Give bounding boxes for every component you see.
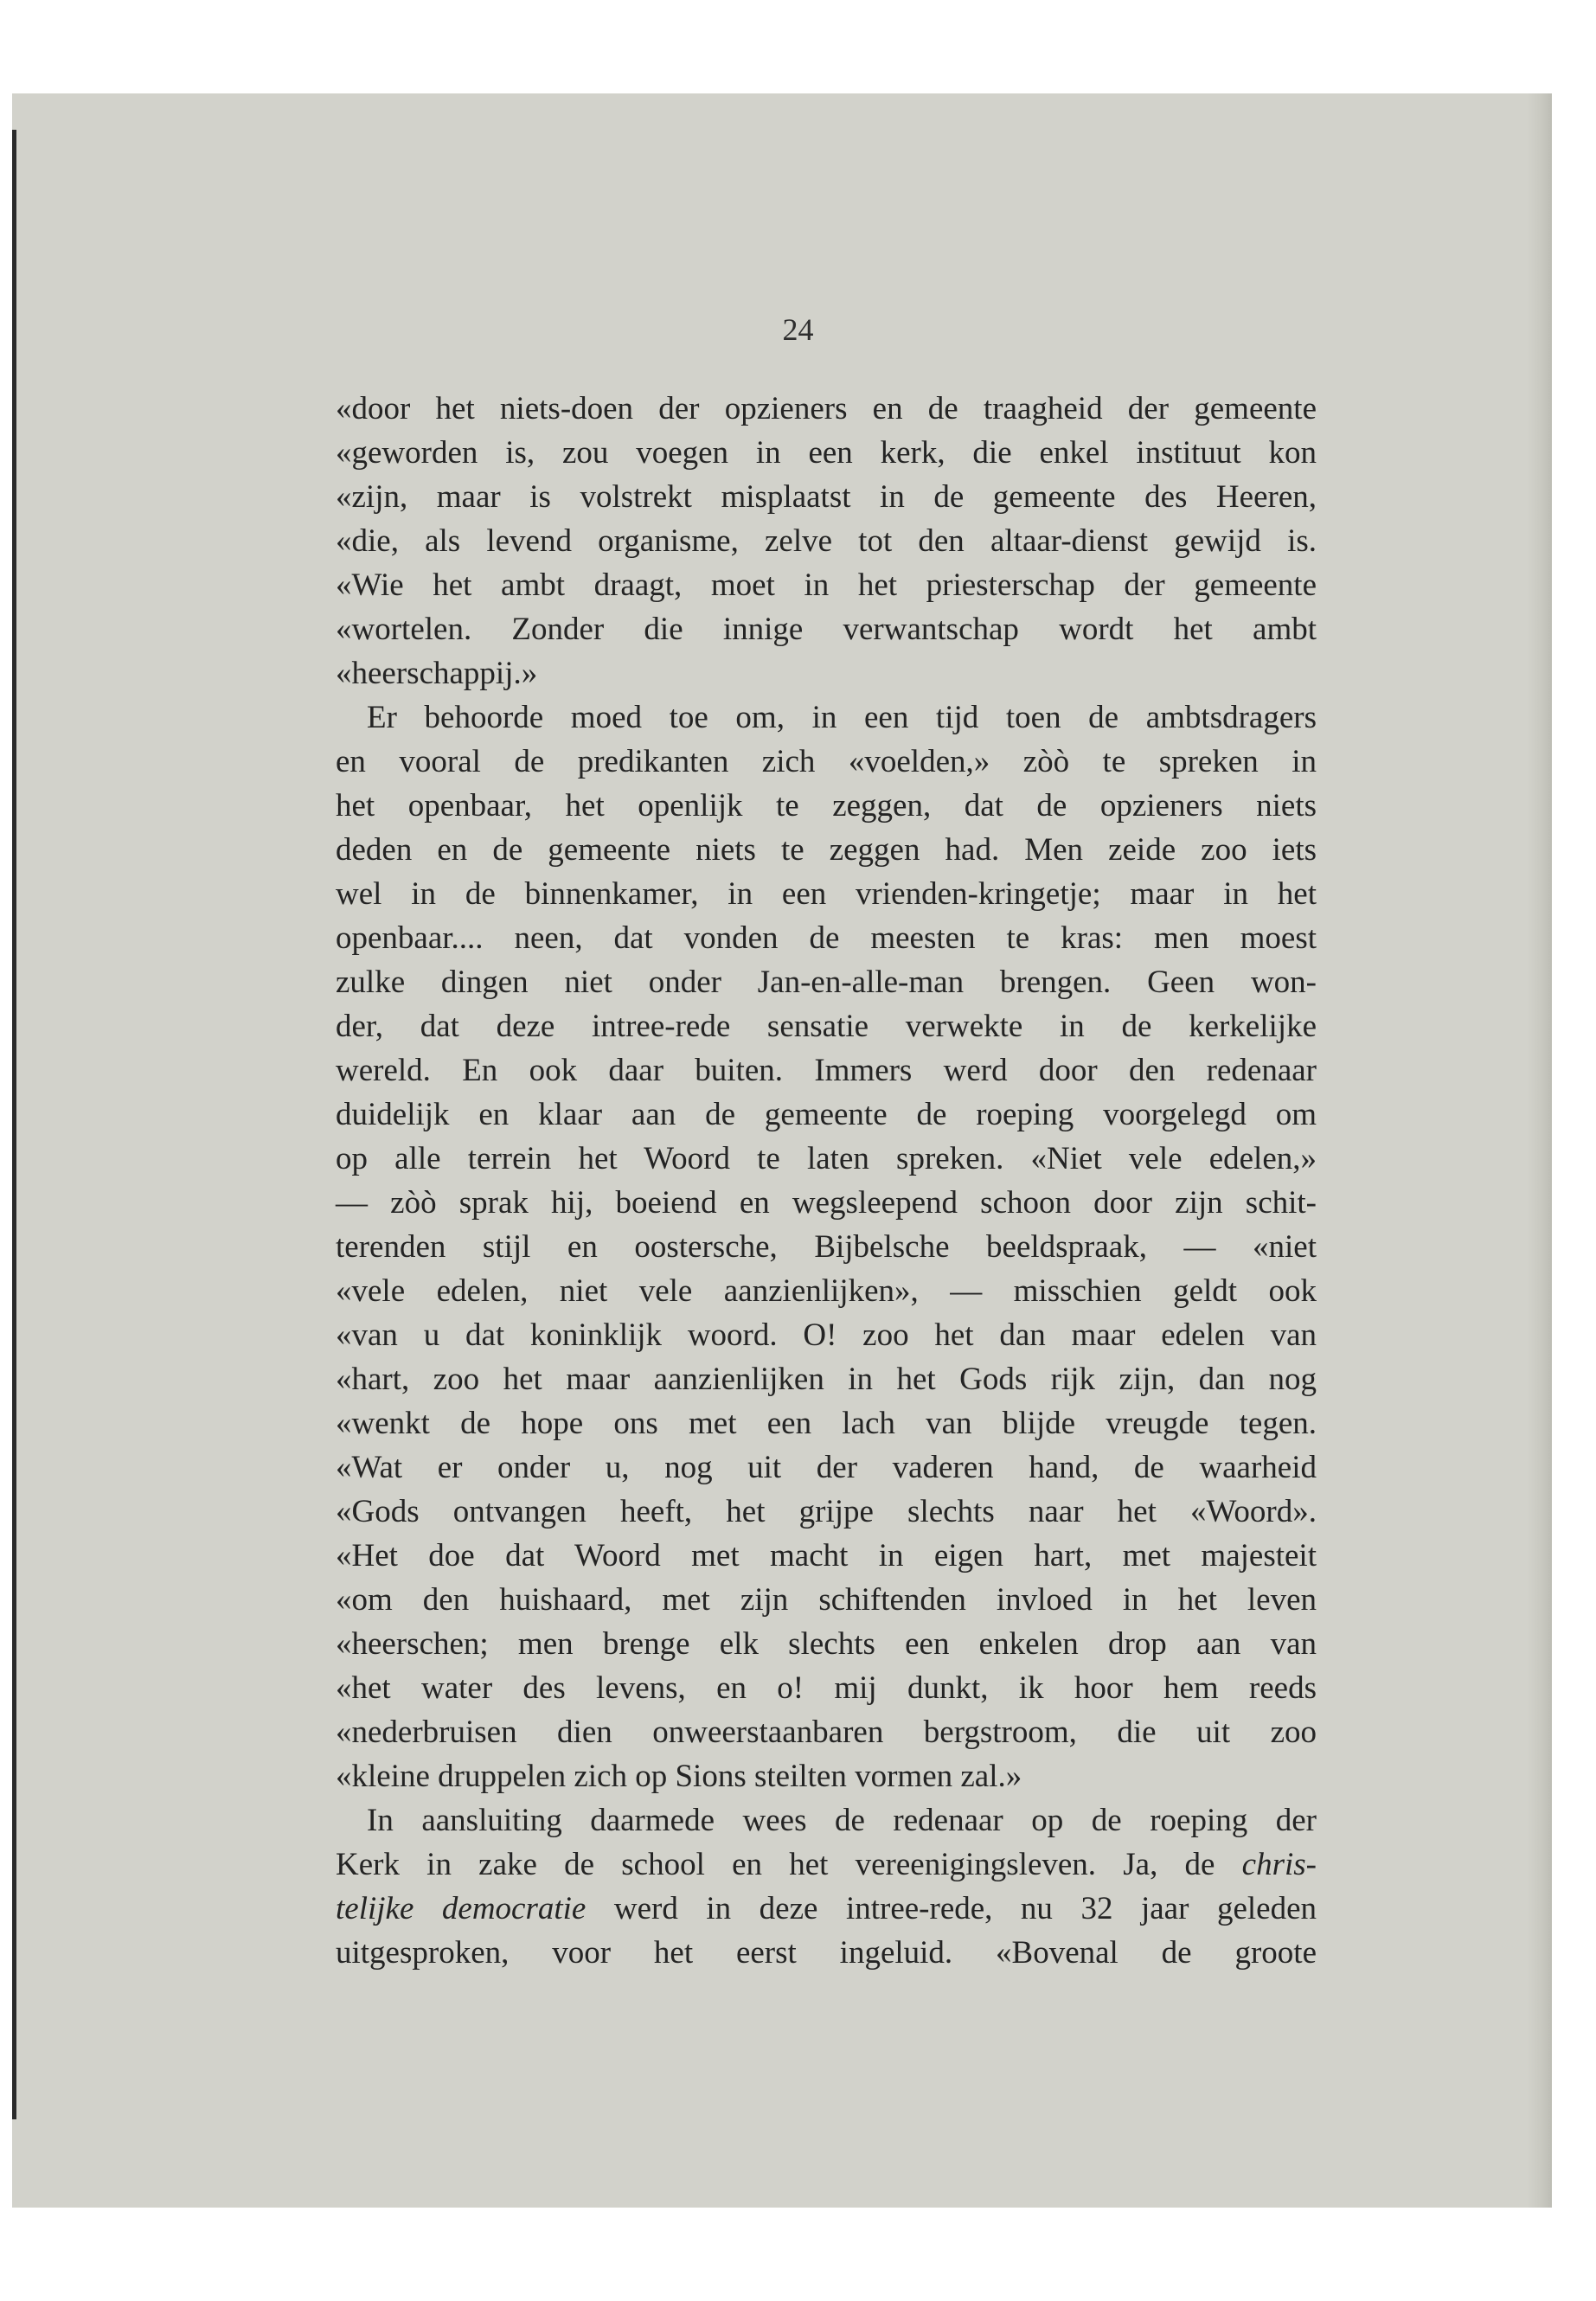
text-line — [336, 1843, 1317, 1887]
text-line: «hart, zoo het maar aanzienlijken in het Gods rijk zijn, dan nog — [336, 1362, 1317, 1397]
text-line: openbaar.... neen, dat vonden de meesten te kras: men moest — [336, 920, 1317, 956]
text-segment: werd in deze intree-rede, nu 32 jaar geleden — [586, 1891, 1317, 1926]
text-line: «Wat er onder u, nog uit der vaderen hand, de waarheid — [336, 1450, 1317, 1485]
text-line: het openbaar, het openlijk te zeggen, dat de opzieners niets — [336, 788, 1317, 824]
text-line: der, dat deze intree-rede sensatie verwekte in de kerkelijke — [336, 1009, 1317, 1044]
text-line: «van u dat koninklijk woord. O! zoo het dan maar edelen van — [336, 1317, 1317, 1353]
text-line: «Gods ontvangen heeft, het grijpe slechts naar het «Woord». — [336, 1494, 1317, 1529]
text-line: «heerschen; men brenge elk slechts een enkelen drop aan van — [336, 1626, 1317, 1662]
italic-term: chris- — [1241, 1847, 1317, 1882]
text-line — [336, 1887, 1317, 1931]
text-line: «het water des levens, en o! mij dunkt, ik hoor hem reeds — [336, 1670, 1317, 1706]
text-line: «om den huishaard, met zijn schiftenden invloed in het leven — [336, 1582, 1317, 1618]
text-line: «wenkt de hope ons met een lach van blijde vreugde tegen. — [336, 1406, 1317, 1441]
text-line: wereld. En ook daar buiten. Immers werd door den redenaar — [336, 1053, 1317, 1088]
text-line: «zijn, maar is volstrekt misplaatst in de gemeente des Heeren, — [336, 479, 1317, 515]
text-line: Er behoorde moed toe om, in een tijd toen de ambtsdragers — [367, 700, 1317, 735]
page-number: 24 — [782, 312, 814, 347]
text-line — [336, 1798, 1317, 1843]
text-line: «kleine druppelen zich op Sions steilten vormen zal.» — [336, 1759, 1022, 1794]
text-line: deden en de gemeente niets te zeggen had. Men zeide zoo iets — [336, 832, 1317, 868]
text-line: wel in de binnenkamer, in een vrienden-kringetje; maar in het — [336, 876, 1317, 912]
text-line — [336, 1931, 1317, 1975]
text-segment: Kerk in zake de school en het vereenigingsleven. Ja, de — [336, 1847, 1242, 1882]
italic-term: telijke democratie — [336, 1891, 586, 1926]
text-line: — zòò sprak hij, boeiend en wegsleepend schoon door zijn schit- — [336, 1185, 1317, 1221]
text-line: «door het niets-doen der opzieners en de traagheid der gemeente — [336, 391, 1317, 426]
text-line: «heerschappij.» — [336, 656, 538, 691]
text-line: «geworden is, zou voegen in een kerk, die enkel instituut kon — [336, 435, 1317, 471]
text-line: «nederbruisen dien onweerstaanbaren bergstroom, die uit zoo — [336, 1715, 1317, 1750]
text-line: duidelijk en klaar aan de gemeente de roeping voorgelegd om — [336, 1097, 1317, 1132]
text-line: terenden stijl en oostersche, Bijbelsche beeldspraak, — «niet — [336, 1229, 1317, 1265]
body-text — [336, 387, 1317, 1975]
text-line: «vele edelen, niet vele aanzienlijken», — misschien geldt ook — [336, 1273, 1317, 1309]
paragraph-3 — [336, 1798, 1317, 1975]
text-line: op alle terrein het Woord te laten spreken. «Niet vele edelen,» — [336, 1141, 1317, 1176]
text-line: en vooral de predikanten zich «voelden,» zòò te spreken in — [336, 744, 1317, 779]
text-segment: uitgesproken, voor het eerst ingeluid. «Bovenal de groote — [336, 1935, 1317, 1971]
paragraph-2 — [336, 695, 1317, 1798]
text-line: «Het doe dat Woord met macht in eigen hart, met majesteit — [336, 1538, 1317, 1574]
text-line: «wortelen. Zonder die innige verwantschap wordt het ambt — [336, 612, 1317, 647]
text-segment: In aansluiting daarmede wees de redenaar op de roeping der — [367, 1803, 1317, 1838]
paragraph-1 — [336, 387, 1317, 695]
text-line: «die, als levend organisme, zelve tot den altaar-dienst gewijd is. — [336, 523, 1317, 559]
text-line: «Wie het ambt draagt, moet in het priesterschap der gemeente — [336, 567, 1317, 603]
scan-margin-shade — [1527, 93, 1552, 2208]
scan-edge-shadow — [12, 130, 16, 2119]
text-line: zulke dingen niet onder Jan-en-alle-man brengen. Geen won- — [336, 965, 1317, 1000]
